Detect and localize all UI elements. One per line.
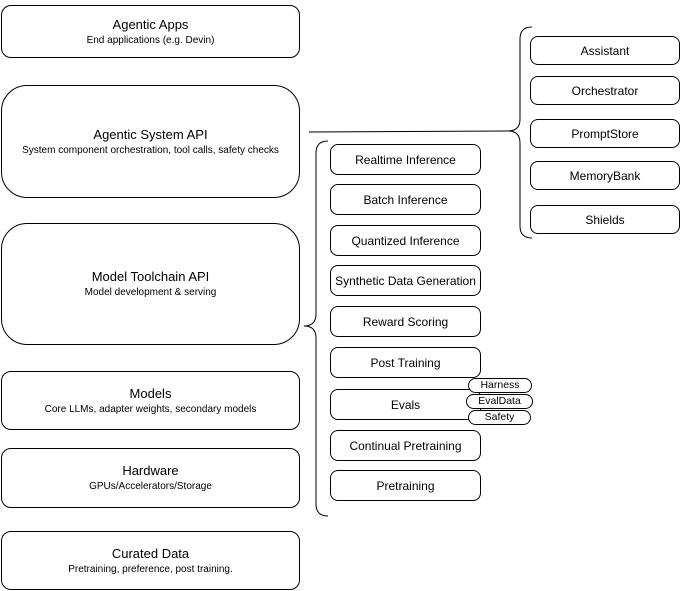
components-brace [508,27,532,238]
eval-tag-safety: Safety [468,410,531,425]
component-box-memorybank: MemoryBank [530,161,680,190]
layer-title: Curated Data [111,545,190,561]
layer-title: Hardware [122,463,179,478]
eval-tag-evaldata: EvalData [466,394,533,409]
toolchain-box-reward-scoring: Reward Scoring [330,306,481,337]
toolchain-box-quantized-inference: Quantized Inference [330,225,481,256]
layer-box-agentic-system-api [1,85,300,198]
layer-box-model-toolchain-api [1,223,300,345]
system-api-to-components-connector [309,131,508,132]
component-box-orchestrator: Orchestrator [530,76,680,105]
layer-title: Agentic System API [93,126,208,142]
layer-subtitle: End applications (e.g. Devin) [86,34,215,46]
eval-tag-harness: Harness [468,378,532,393]
toolchain-box-synthetic-data-generation: Synthetic Data Generation [330,265,481,296]
toolchain-brace [304,141,328,516]
layer-box-agentic-apps [1,5,300,58]
component-box-shields: Shields [530,205,680,234]
layer-subtitle: Pretraining, preference, post training. [68,563,233,575]
layer-subtitle: GPUs/Accelerators/Storage [89,481,212,492]
layer-subtitle: System component orchestration, tool calls, safety checks [22,144,279,156]
layer-box-models [1,371,300,430]
toolchain-box-batch-inference: Batch Inference [330,184,481,215]
toolchain-box-pretraining: Pretraining [330,470,481,501]
layer-box-curated-data [1,531,300,590]
layer-subtitle: Core LLMs, adapter weights, secondary models [44,403,257,415]
toolchain-box-continual-pretraining: Continual Pretraining [330,430,481,461]
layer-title: Model Toolchain API [91,269,210,284]
component-box-promptstore: PromptStore [530,119,680,148]
toolchain-box-evals: Evals [330,389,481,420]
layer-subtitle: Model development & serving [84,287,217,298]
layer-box-hardware [1,448,300,508]
toolchain-box-realtime-inference: Realtime Inference [330,144,481,175]
component-box-assistant: Assistant [530,36,680,65]
toolchain-box-post-training: Post Training [330,347,481,378]
layer-title: Models [129,385,172,401]
layer-title: Agentic Apps [112,16,189,32]
